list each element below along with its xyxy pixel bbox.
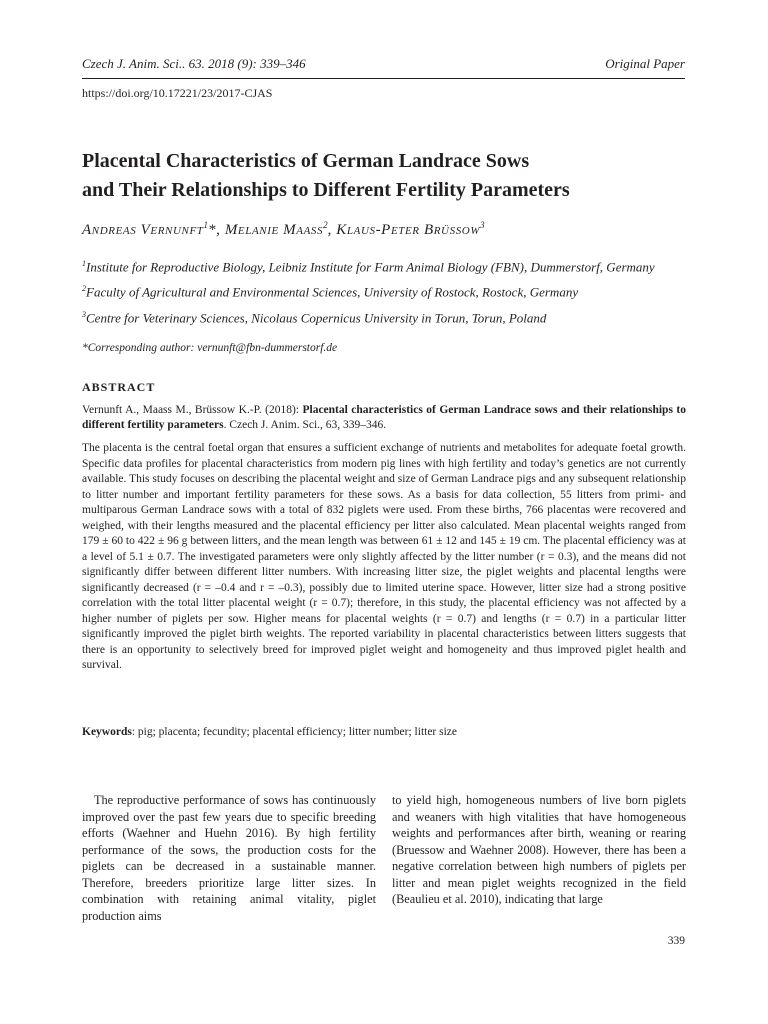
title-line-1: Placental Characteristics of German Landrace Sows: [82, 150, 530, 172]
corresponding-mark: *: [208, 222, 217, 238]
author-affiliation-number: 1: [203, 220, 209, 230]
keywords-label: Keywords: [82, 726, 132, 738]
author-affiliation-number: 2: [323, 220, 328, 230]
abstract-heading: ABSTRACT: [82, 380, 156, 394]
citation-source: . Czech J. Anim. Sci., 63, 339–346.: [223, 419, 387, 431]
citation: [82, 403, 686, 433]
affiliation-number: 2: [82, 284, 86, 294]
author-list: Andreas Vernunft$^1$*, Melanie Maass$^2$, Klaus-Peter Brüssow$^3$: [82, 220, 485, 238]
article-title: [82, 147, 692, 205]
affiliation-text: Institute for Reproductive Biology, Leibniz Institute for Farm Animal Biology (FBN), Dummerstorf, Germany: [86, 259, 655, 275]
doi-link[interactable]: https://doi.org/10.17221/23/2017-CJAS: [82, 86, 273, 100]
author-affiliation-number: 3: [480, 220, 485, 230]
header-divider: [82, 78, 685, 79]
affiliation-text: Faculty of Agricultural and Environmental Sciences, University of Rostock, Rostock, Germany: [86, 284, 579, 300]
citation-title: Placental characteristics of German Landrace sows and their relationships to different fertility parameters: [82, 404, 686, 431]
corresponding-author: *Corresponding author: vernunft@fbn-dummerstorf.de: [82, 342, 338, 354]
affiliation-list: [82, 255, 692, 331]
running-header: [82, 56, 685, 74]
keywords: [82, 726, 686, 738]
affiliation: [82, 255, 692, 275]
author-name: Klaus-Peter Brüssow: [336, 222, 481, 238]
author-name: Melanie Maass: [224, 222, 324, 238]
affiliation-text: Centre for Veterinary Sciences, Nicolaus Copernicus University in Torun, Torun, Poland: [86, 309, 547, 325]
author-name: Andreas Vernunft: [82, 222, 204, 238]
abstract-text: The placenta is the central foetal organ that ensures a sufficient exchange of nutrients and metabolites for adequate foetal growth. Specific data profiles for placental characteristics from modern pig lines with high fertility and today’s genetics are not currently available. This study focuses on describing the placental weight and size of German Landrace pigs and any subsequent relationship to litter number and important fertility parameters for these sows. As a basis for data collection, 55 litters from primi- and multiparous German Landrace sows with a total of 832 piglets were used. From these births, 766 placentas were recovered and weighed, with their lengths measured and the placental efficiency per litter also calculated. Mean placental weights ranged from 179 ± 60 to 422 ± 96 g between litters, and the mean length was between 61 ± 12 and 145 ± 19 cm. The placental efficiency was at a level of 5.1 ± 0.7. The investigated parameters were only slightly affected by the litter number (r = 0.3), and the means did not significantly differ between different litter numbers. With increasing litter size, the piglet weights and placental lengths were significantly decreased (r = –0.4 and r = –0.3), possibly due to limited uterine space. However, litter size had a strong positive correlation with the total litter placental weight (r = 0.7); therefore, in this study, the placental efficiency was not affected by a higher number of piglets per sow. Higher means for placental weights (r = 0.7) and lengths (r = 0.7) in a particular litter significantly improved the piglet birth weights. The reported variability in placental characteristics between litters suggests that there is an opportunity to selectively breed for improved piglet weight and homogeneity and thus improved piglet health and survival.: [82, 442, 686, 671]
citation-authors: Vernunft A., Maass M., Brüssow K.-P. (2018):: [82, 404, 299, 416]
keywords-text: : pig; placenta; fecundity; placental efficiency; litter number; litter size: [131, 726, 458, 738]
affiliation: [82, 280, 692, 300]
affiliation: [82, 306, 692, 326]
paper-type-label: Original Paper: [605, 56, 685, 71]
affiliation-number: 3: [82, 309, 86, 319]
journal-reference: Czech J. Anim. Sci.. 63. 2018 (9): 339–346: [82, 56, 306, 71]
body-column-right: to yield high, homogeneous numbers of live born piglets and weaners with high vitalities that have homogeneous weights and performances after birth, weaning or rearing (Bruessow and Waehner 2008). However, there has been a negative correlation between high numbers of piglets per litter and mean piglet weights recognized in the field (Beaulieu et al. 2010), indicating that large: [392, 793, 686, 906]
title-line-2: and Their Relationships to Different Fertility Parameters: [82, 179, 570, 201]
affiliation-number: 1: [82, 259, 86, 268]
page-number: 339: [667, 935, 685, 947]
body-column-left: The reproductive performance of sows has continuously improved over the past few years due to specific breeding efforts (Waehner and Huehn 2016). By high fertility performance of the sows, the production costs for the piglets can be decreased in a sustainable manner. Therefore, breeders prioritize large litter sizes. In combination with retaining animal vitality, piglet production aims: [82, 793, 376, 923]
